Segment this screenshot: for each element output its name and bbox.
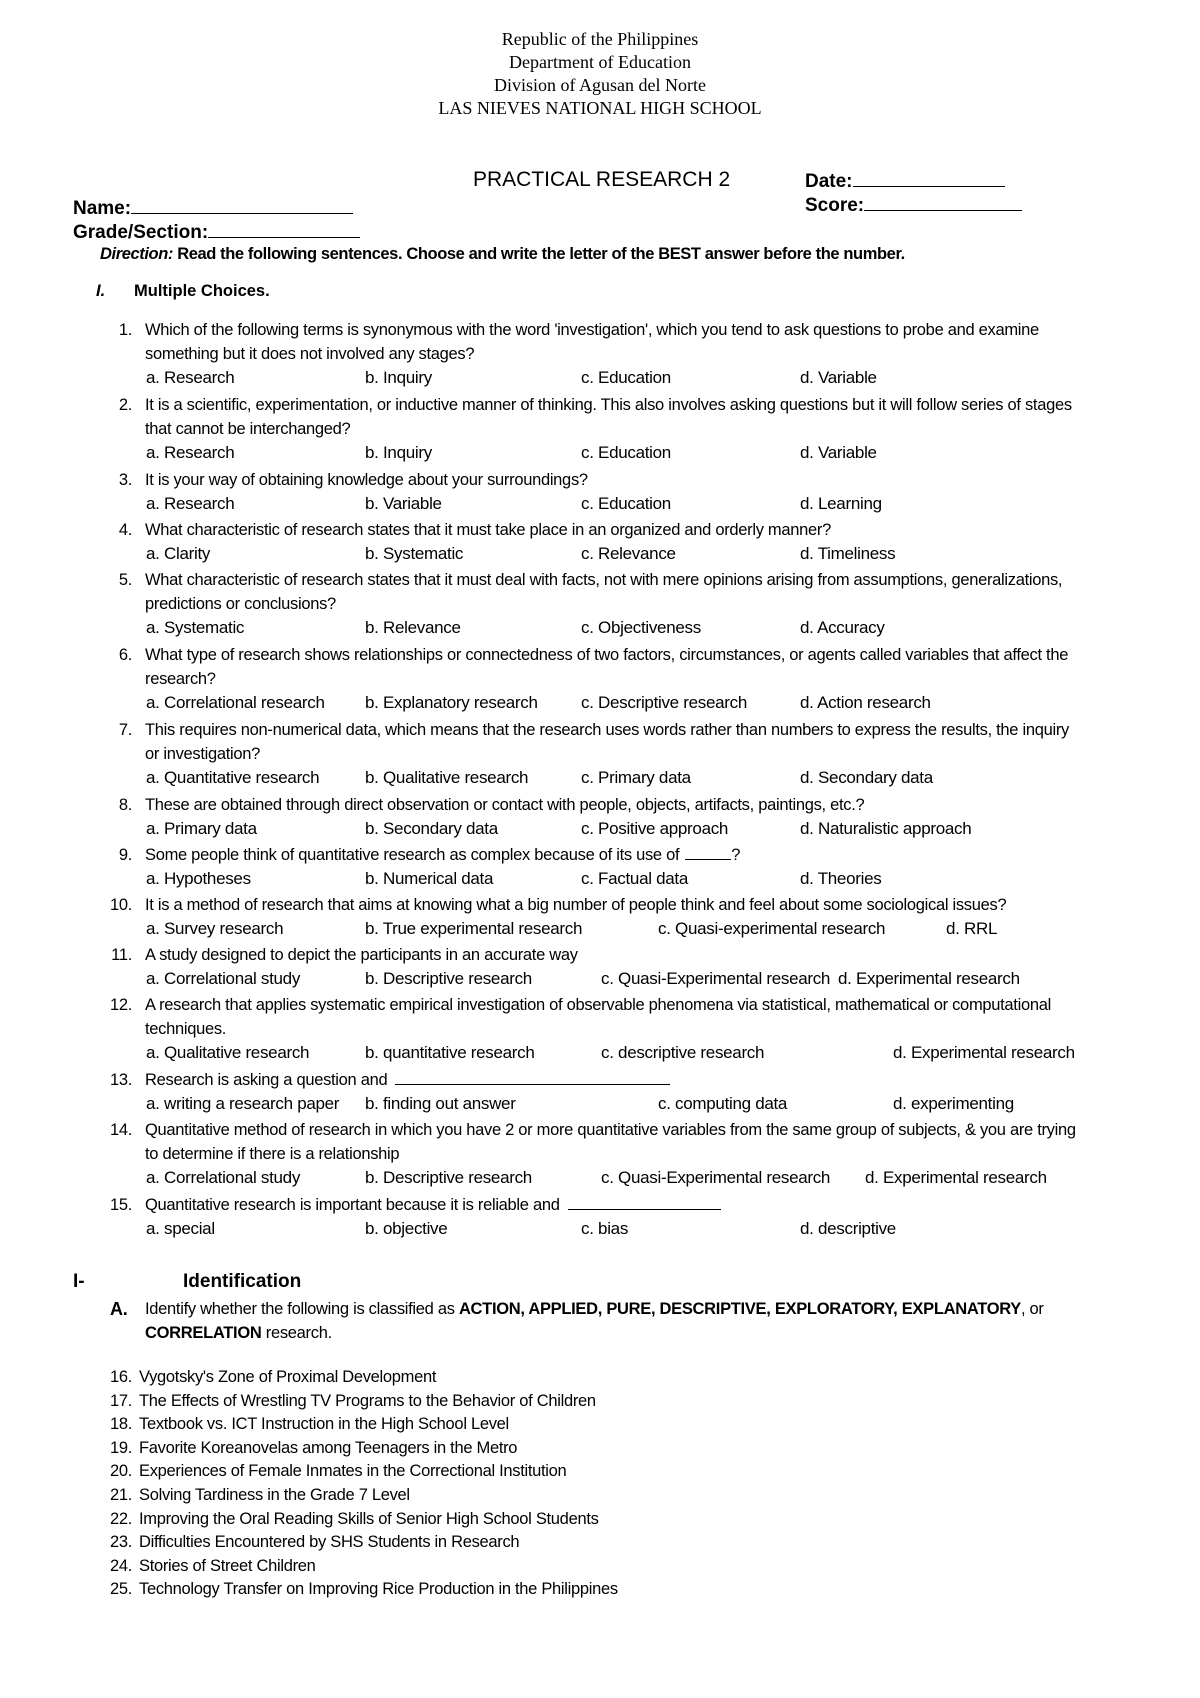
question-number: 2.	[118, 396, 132, 414]
question-text	[145, 468, 1128, 492]
option-a: a. Research	[146, 368, 235, 387]
option-a: a. Correlational research	[146, 693, 325, 712]
option-d: d. RRL	[946, 919, 998, 938]
page-title: PRACTICAL RESEARCH 2	[473, 168, 731, 191]
option-a: a. Correlational study	[146, 1168, 301, 1187]
option-c: c. Education	[581, 494, 671, 513]
option-c: c. Factual data	[581, 869, 689, 888]
option-b: b. Systematic	[365, 544, 464, 563]
question-line: What characteristic of research states that it must take place in an organized and orderly manner?	[145, 521, 831, 539]
question-line: Some people think of quantitative research as complex because of its use of	[145, 846, 680, 864]
option-c: c. computing data	[658, 1094, 788, 1113]
question-text	[145, 943, 1128, 967]
option-d: d. Experimental research	[865, 1168, 1047, 1187]
option-b: b. finding out answer	[365, 1094, 516, 1113]
grade-field	[73, 219, 360, 244]
identification-item	[102, 1392, 596, 1411]
question-item	[108, 1068, 1128, 1092]
question-line: techniques.	[145, 1020, 227, 1038]
question-line: These are obtained through direct observation or contact with people, objects, artifacts, paintings, etc.?	[145, 796, 865, 814]
question-item	[108, 943, 1128, 967]
option-a: a. Clarity	[146, 544, 211, 563]
instr-mid: , or	[1020, 1300, 1044, 1318]
identification-text: Textbook vs. ICT Instruction in the High School Level	[139, 1415, 509, 1434]
header-school: LAS NIEVES NATIONAL HIGH SCHOOL	[438, 98, 762, 118]
score-blank	[864, 192, 1022, 211]
option-b: b. True experimental research	[365, 919, 583, 938]
option-a: a. special	[146, 1219, 215, 1238]
option-b: b. Inquiry	[365, 443, 432, 462]
question-line-end: ?	[731, 846, 741, 864]
identification-item	[102, 1580, 618, 1599]
option-b: b. objective	[365, 1219, 448, 1238]
instr-pre: Identify whether the following is classified as	[145, 1300, 459, 1318]
question-line: predictions or conclusions?	[145, 595, 336, 613]
date-field	[805, 168, 1005, 193]
question-number: 12.	[109, 996, 132, 1014]
question-item	[108, 568, 1128, 616]
option-c: c. Education	[581, 368, 671, 387]
question-line: to determine if there is a relationship	[145, 1145, 400, 1163]
identification-item	[102, 1557, 316, 1576]
identification-item	[102, 1486, 410, 1505]
direction-label: Direction:	[100, 245, 174, 263]
identification-item	[102, 1462, 566, 1481]
question-number: 15.	[109, 1196, 132, 1214]
identification-item	[102, 1510, 599, 1529]
question-item	[108, 518, 1128, 542]
answer-blank	[395, 1070, 670, 1085]
option-b: b. Inquiry	[365, 368, 432, 387]
question-line: It is your way of obtaining knowledge about your surroundings?	[145, 471, 588, 489]
question-line: It is a method of research that aims at knowing what a big number of people think and feel about some sociological issues?	[145, 896, 1007, 914]
identification-text: The Effects of Wrestling TV Programs to the Behavior of Children	[139, 1391, 596, 1410]
question-line: that cannot be interchanged?	[145, 420, 351, 438]
question-item	[108, 318, 1128, 366]
question-text	[145, 393, 1128, 441]
question-number: 3.	[118, 471, 132, 489]
option-d: d. Timeliness	[800, 544, 896, 563]
question-line: It is a scientific, experimentation, or inductive manner of thinking. This also involves asking questions but it will follow series of stages	[145, 396, 1072, 414]
option-d: d. Theories	[800, 869, 882, 888]
option-b: b. Qualitative research	[365, 768, 529, 787]
option-a: a. Research	[146, 494, 235, 513]
answer-blank	[568, 1195, 721, 1210]
question-item	[108, 1193, 1128, 1217]
option-c: c. Quasi-experimental research	[658, 919, 886, 938]
question-text	[145, 518, 1128, 542]
option-b: b. Variable	[365, 494, 442, 513]
question-number: 1.	[118, 321, 132, 339]
section1-heading	[96, 282, 270, 301]
question-line: A study designed to depict the participants in an accurate way	[145, 946, 578, 964]
question-item	[108, 1118, 1128, 1166]
identification-text: Stories of Street Children	[139, 1556, 316, 1575]
identification-text: Experiences of Female Inmates in the Correctional Institution	[139, 1462, 567, 1481]
option-d: d. experimenting	[893, 1094, 1014, 1113]
direction-text: Read the following sentences. Choose and write the letter of the BEST answer before the number.	[173, 245, 905, 263]
question-text	[145, 843, 1128, 867]
option-d: d. Secondary data	[800, 768, 933, 787]
instr-bold: ACTION, APPLIED, PURE, DESCRIPTIVE, EXPLORATORY, EXPLANATORY	[458, 1300, 1021, 1318]
question-text	[145, 893, 1128, 917]
date-blank	[853, 168, 1005, 187]
identification-number: 24.	[109, 1556, 132, 1575]
question-item	[108, 718, 1128, 766]
instr-bold2: CORRELATION	[145, 1324, 262, 1342]
identification-number: 21.	[109, 1486, 132, 1504]
identification-text: Solving Tardiness in the Grade 7 Level	[139, 1486, 410, 1504]
question-item	[108, 843, 1128, 867]
section2-heading	[73, 1271, 302, 1293]
option-a: a. Qualitative research	[146, 1043, 310, 1062]
section2-instruction-text	[145, 1297, 1133, 1345]
option-d: d. Action research	[800, 693, 931, 712]
question-item	[108, 393, 1128, 441]
option-a: a. Systematic	[146, 618, 245, 637]
name-label: Name:	[73, 198, 132, 219]
score-field	[805, 192, 1022, 217]
score-label: Score:	[805, 195, 865, 216]
option-c: c. Quasi-Experimental research	[601, 969, 831, 988]
question-number: 6.	[118, 646, 132, 664]
direction	[100, 245, 905, 264]
question-line: This requires non-numerical data, which means that the research uses words rather than numbers to express the results, the inquiry	[145, 721, 1069, 739]
identification-item	[102, 1368, 436, 1387]
option-a: a. Hypotheses	[146, 869, 251, 888]
option-a: a. Primary data	[146, 819, 257, 838]
identification-number: 22.	[109, 1509, 132, 1528]
option-b: b. Explanatory research	[365, 693, 538, 712]
section2-roman: I-	[73, 1271, 85, 1292]
option-d: d. Naturalistic approach	[800, 819, 972, 838]
question-item	[108, 893, 1128, 917]
question-item	[108, 793, 1128, 817]
identification-item	[102, 1439, 517, 1458]
question-number: 10.	[109, 896, 132, 914]
question-line: A research that applies systematic empirical investigation of observable phenomena via statistical, mathematical or computational	[145, 996, 1051, 1014]
question-text	[145, 1193, 1128, 1217]
question-number: 13.	[109, 1071, 132, 1089]
option-d: d. Variable	[800, 443, 877, 462]
question-line: What type of research shows relationships or connectedness of two factors, circumstances, or agents called variables that affect the	[145, 646, 1069, 664]
option-d: d. descriptive	[800, 1219, 896, 1238]
option-c: c. bias	[581, 1219, 629, 1238]
option-b: b. Relevance	[365, 618, 461, 637]
section2-instruction	[73, 1297, 1133, 1345]
identification-text: Favorite Koreanovelas among Teenagers in the Metro	[139, 1438, 518, 1457]
identification-text: Improving the Oral Reading Skills of Senior High School Students	[139, 1509, 599, 1528]
question-text	[145, 1118, 1128, 1166]
header-department: Department of Education	[509, 52, 691, 72]
identification-number: 19.	[109, 1438, 132, 1457]
date-label: Date:	[805, 171, 853, 192]
option-a: a. Research	[146, 443, 235, 462]
question-item	[108, 468, 1128, 492]
option-a: a. Quantitative research	[146, 768, 320, 787]
question-item	[108, 993, 1128, 1041]
identification-number: 17.	[109, 1391, 132, 1410]
question-number: 9.	[118, 846, 132, 864]
question-number: 8.	[118, 796, 132, 814]
question-line: or investigation?	[145, 745, 261, 763]
option-b: b. Descriptive research	[365, 969, 532, 988]
option-d: d. Accuracy	[800, 618, 885, 637]
question-text	[145, 793, 1128, 817]
option-c: c. Objectiveness	[581, 618, 701, 637]
question-line: something but it does not involved any stages?	[145, 345, 475, 363]
question-number: 5.	[118, 571, 132, 589]
option-b: b. Descriptive research	[365, 1168, 532, 1187]
identification-text: Technology Transfer on Improving Rice Production in the Philippines	[139, 1580, 618, 1599]
option-a: a. writing a research paper	[146, 1094, 340, 1113]
question-text	[145, 1068, 1128, 1092]
instr-end: research.	[261, 1324, 332, 1342]
question-text	[145, 568, 1128, 616]
header-division: Division of Agusan del Norte	[494, 75, 706, 95]
section1-title: Multiple Choices.	[134, 282, 270, 300]
question-number: 11.	[111, 946, 132, 964]
identification-number: 20.	[109, 1462, 132, 1481]
question-text	[145, 318, 1128, 366]
option-c: c. Education	[581, 443, 671, 462]
question-number: 14.	[109, 1121, 132, 1139]
question-line: research?	[145, 670, 216, 688]
identification-number: 16.	[109, 1368, 132, 1386]
answer-blank	[685, 845, 731, 860]
section2-title: Identification	[183, 1271, 302, 1292]
identification-number: 25.	[109, 1580, 132, 1599]
header-block	[0, 28, 1200, 120]
question-number: 7.	[118, 721, 132, 739]
question-line: Quantitative method of research in which you have 2 or more quantitative variables from the same group of subjects, & you are trying	[145, 1121, 1076, 1139]
name-field	[73, 195, 353, 220]
identification-number: 23.	[109, 1533, 132, 1552]
option-a: a. Survey research	[146, 919, 284, 938]
question-text	[145, 718, 1128, 766]
option-c: c. Primary data	[581, 768, 691, 787]
identification-number: 18.	[109, 1415, 132, 1434]
option-c: c. Positive approach	[581, 819, 729, 838]
question-line: Research is asking a question and	[145, 1071, 388, 1089]
grade-label: Grade/Section:	[73, 222, 209, 243]
question-text	[145, 993, 1128, 1041]
question-text	[145, 643, 1128, 691]
option-c: c. Descriptive research	[581, 693, 747, 712]
option-d: d. Experimental research	[893, 1043, 1075, 1062]
section2-sub: A.	[110, 1299, 128, 1319]
option-c: c. Relevance	[581, 544, 676, 563]
identification-item	[102, 1533, 519, 1552]
option-c: c. Quasi-Experimental research	[601, 1168, 831, 1187]
identification-text: Vygotsky's Zone of Proximal Development	[139, 1368, 437, 1386]
question-item	[108, 643, 1128, 691]
option-d: d. Variable	[800, 368, 877, 387]
section1-roman: I.	[96, 282, 106, 300]
option-b: b. quantitative research	[365, 1043, 535, 1062]
identification-text: Difficulties Encountered by SHS Students in Research	[139, 1533, 520, 1552]
option-b: b. Secondary data	[365, 819, 498, 838]
grade-blank	[208, 219, 360, 238]
option-c: c. descriptive research	[601, 1043, 765, 1062]
option-d: d. Learning	[800, 494, 882, 513]
question-number: 4.	[118, 521, 132, 539]
question-line: Quantitative research is important because it is reliable and	[145, 1196, 560, 1214]
option-b: b. Numerical data	[365, 869, 494, 888]
question-line: What characteristic of research states that it must deal with facts, not with mere opinions arising from assumptions, generalizations,	[145, 571, 1063, 589]
name-blank	[131, 195, 353, 214]
question-line: Which of the following terms is synonymous with the word 'investigation', which you tend to ask questions to probe and examine	[145, 321, 1039, 339]
option-a: a. Correlational study	[146, 969, 301, 988]
header-republic: Republic of the Philippines	[501, 29, 699, 49]
option-d: d. Experimental research	[838, 969, 1020, 988]
identification-item	[102, 1415, 509, 1434]
